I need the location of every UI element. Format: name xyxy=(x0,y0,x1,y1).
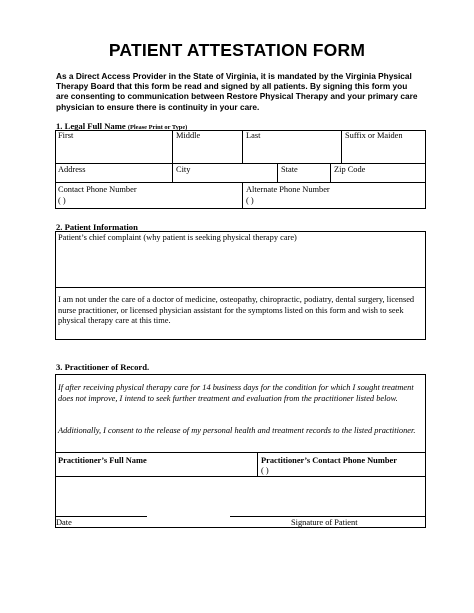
middle-name-field[interactable]: Middle xyxy=(176,131,201,140)
page-title: PATIENT ATTESTATION FORM xyxy=(108,40,366,60)
column-divider xyxy=(341,130,342,163)
alternate-phone-field[interactable]: Alternate Phone Number xyxy=(246,185,330,194)
legal-name-table xyxy=(55,130,426,209)
zip-code-field[interactable]: Zip Code xyxy=(334,165,366,174)
intro-paragraph: As a Direct Access Provider in the State of Virginia, it is mandated by the Virginia Physical Therapy Board that this form be read and signed by all patients. By signing this form you are consenting to communication between Restore Physical Therapy and your primary care physician to ensure there is continuity in your care. xyxy=(56,71,418,112)
last-name-field[interactable]: Last xyxy=(246,131,261,140)
practitioner-paragraph-1: If after receiving physical therapy care for 14 business days for the condition for which I sought treatment does not improve, I intend to seek further treatment and evaluation from the practitioner listed below. xyxy=(58,383,414,403)
care-statement: I am not under the care of a doctor of medicine, osteopathy, chiropractic, podiatry, dental surgery, licensed nurse practitioner, or licensed physician assistant for the symptoms listed on this form and wish to seek physical therapy care at this time. xyxy=(58,295,415,325)
contact-phone-area-code: ( ) xyxy=(58,196,66,205)
signature-line[interactable] xyxy=(230,516,425,517)
first-name-field[interactable]: First xyxy=(58,131,74,140)
column-divider xyxy=(257,452,258,476)
suffix-maiden-field[interactable]: Suffix or Maiden xyxy=(345,131,403,140)
section-1-title: 1. Legal Full Name xyxy=(56,121,126,131)
date-label: Date xyxy=(56,518,72,527)
row-divider xyxy=(55,287,426,288)
practitioner-phone-area-code: ( ) xyxy=(261,466,269,475)
practitioner-name-field[interactable]: Practitioner’s Full Name xyxy=(58,456,147,465)
row-divider xyxy=(55,452,426,453)
column-divider xyxy=(330,163,331,182)
column-divider xyxy=(172,163,173,182)
section-2-heading: 2. Patient Information xyxy=(56,222,138,232)
state-field[interactable]: State xyxy=(281,165,298,174)
section-3-heading: 3. Practitioner of Record. xyxy=(56,362,150,372)
address-field[interactable]: Address xyxy=(58,165,86,174)
chief-complaint-field[interactable]: Patient’s chief complaint (why patient is seeking physical therapy care) xyxy=(58,233,297,242)
column-divider xyxy=(242,182,243,209)
column-divider xyxy=(242,130,243,163)
row-divider xyxy=(55,182,426,183)
date-line[interactable] xyxy=(55,516,147,517)
section-1-note: (Please Print or Type) xyxy=(127,124,188,131)
signature-label: Signature of Patient xyxy=(291,518,358,527)
contact-phone-field[interactable]: Contact Phone Number xyxy=(58,185,137,194)
alternate-phone-area-code: ( ) xyxy=(246,196,254,205)
column-divider xyxy=(172,130,173,163)
row-divider xyxy=(55,476,426,477)
practitioner-phone-field[interactable]: Practitioner’s Contact Phone Number xyxy=(261,456,397,465)
city-field[interactable]: City xyxy=(176,165,191,174)
row-divider xyxy=(55,163,426,164)
practitioner-paragraph-2: Additionally, I consent to the release of my personal health and treatment records to the listed practitioner. xyxy=(58,426,416,435)
column-divider xyxy=(277,163,278,182)
